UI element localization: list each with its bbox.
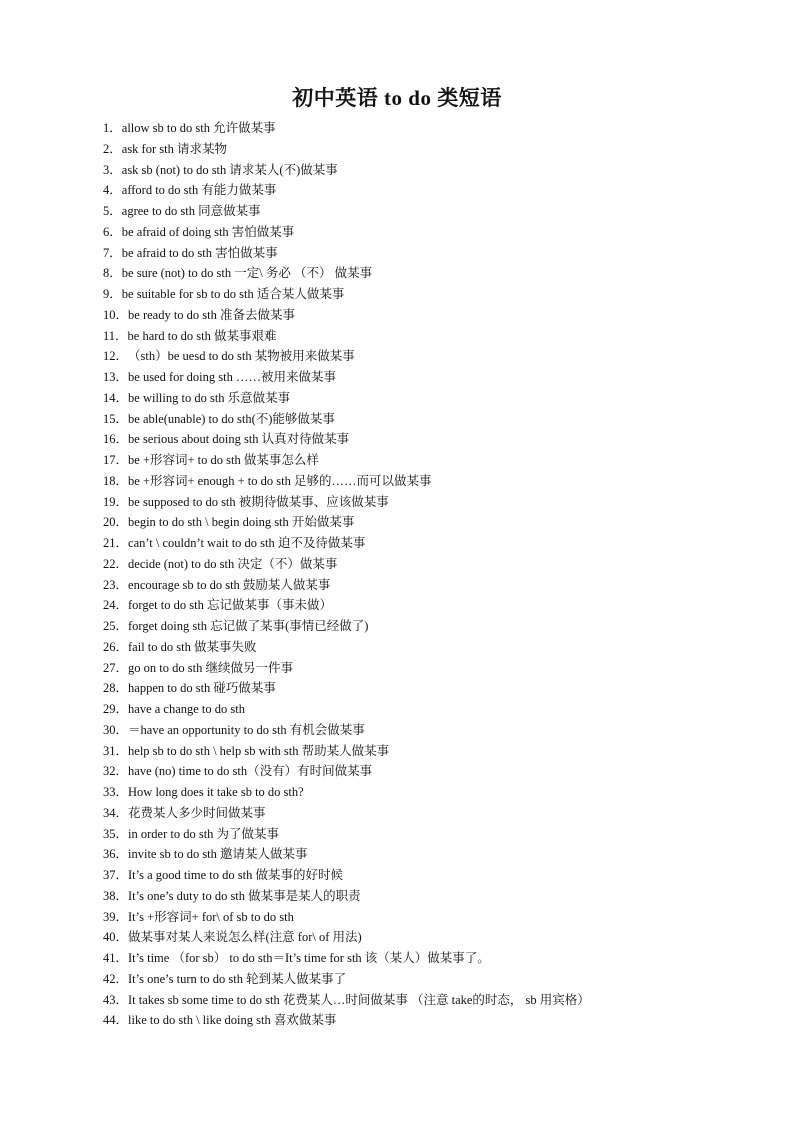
list-item (103, 512, 743, 533)
item-number: 3． (103, 162, 122, 177)
list-item (103, 782, 743, 803)
item-text: encourage sb to do sth 鼓励某人做某事 (128, 577, 331, 592)
item-number: 38． (103, 888, 129, 903)
item-text: be supposed to do sth 被期待做某事、应该做某事 (128, 494, 389, 509)
list-item (103, 160, 743, 181)
item-text: can’t \ couldn’t wait to do sth 迫不及待做某事 (128, 536, 366, 550)
item-number: 12． (103, 349, 129, 364)
item-text: be suitable for sb to do sth 适合某人做某事 (121, 287, 345, 301)
item-text: be used for doing sth ……被用来做某事 (128, 370, 336, 384)
list-item (103, 844, 743, 865)
item-number: 7． (103, 245, 122, 260)
item-number: 5． (103, 204, 122, 218)
list-item (103, 927, 743, 948)
item-number: 24． (103, 598, 129, 613)
list-item (103, 865, 743, 886)
item-text: ask for sth 请求某物 (121, 141, 227, 156)
item-number: 19． (103, 494, 129, 509)
list-item (103, 969, 743, 990)
list-item (103, 450, 743, 471)
list-item (103, 367, 743, 388)
item-text: be serious about doing sth 认真对待做某事 (128, 432, 350, 447)
item-number: 20． (103, 515, 129, 530)
list-item (103, 554, 743, 575)
list-item (103, 492, 743, 513)
item-text: have (no) time to do sth（没有）有时间做某事 (128, 764, 373, 779)
list-item (103, 409, 743, 430)
item-text: invite sb to do sth 邀请某人做某事 (128, 847, 308, 862)
item-number: 21． (103, 536, 129, 550)
item-text: How long does it take sb to do sth? (128, 785, 304, 799)
item-text: help sb to do sth \ help sb with sth 帮助某人做某事 (128, 743, 390, 758)
list-item (103, 720, 743, 741)
list-item (103, 824, 743, 845)
item-text: happen to do sth 碰巧做某事 (128, 681, 276, 696)
item-number: 43． (103, 992, 129, 1007)
item-number: 11． (103, 328, 128, 343)
item-number: 10． (103, 307, 129, 322)
list-item (103, 699, 743, 720)
list-item (103, 139, 743, 160)
item-number: 14． (103, 390, 129, 405)
item-text: It’s one’s duty to do sth 做某事是某人的职责 (128, 888, 361, 903)
item-text: like to do sth \ like doing sth 喜欢做某事 (128, 1013, 337, 1028)
item-number: 32． (103, 764, 129, 779)
item-text: 做某事对某人来说怎么样(注意 for\ of 用法) (128, 930, 362, 945)
list-item (103, 263, 743, 284)
item-number: 26． (103, 639, 129, 654)
list-item (103, 305, 743, 326)
list-item (103, 741, 743, 762)
list-item (103, 471, 743, 492)
item-text: be afraid to do sth 害怕做某事 (121, 245, 278, 260)
item-number: 15． (103, 411, 129, 426)
item-text: It’s time （for sb） to do sth＝It’s time for sth 该（某人）做某事了。 (128, 951, 490, 965)
item-number: 6． (103, 224, 122, 239)
list-item (103, 1010, 743, 1031)
item-text: decide (not) to do sth 决定（不）做某事 (128, 556, 338, 571)
page-title: 初中英语 to do 类短语 (292, 86, 502, 110)
item-number: 1． (103, 121, 122, 135)
item-number: 37． (103, 868, 129, 882)
item-text: forget doing sth 忘记做了某事(事情已经做了) (128, 619, 369, 633)
item-number: 18． (103, 473, 129, 488)
item-number: 13． (103, 370, 129, 384)
list-item (103, 595, 743, 616)
list-item (103, 761, 743, 782)
item-text: be ready to do sth 准备去做某事 (128, 307, 296, 322)
item-number: 29． (103, 702, 129, 716)
list-item (103, 346, 743, 367)
item-number: 17． (103, 453, 129, 467)
item-text: ＝have an opportunity to do sth 有机会做某事 (128, 722, 365, 737)
item-number: 36． (103, 847, 129, 862)
item-number: 33． (103, 785, 129, 799)
item-number: 40． (103, 930, 129, 945)
list-item (103, 616, 743, 637)
list-item (103, 388, 743, 409)
item-text: go on to do sth 继续做另一件事 (128, 660, 293, 675)
list-item (103, 575, 743, 596)
item-text: It’s a good time to do sth 做某事的好时候 (128, 868, 343, 882)
item-number: 25． (103, 619, 129, 633)
item-number: 35． (103, 826, 129, 841)
list-item (103, 222, 743, 243)
list-item (103, 990, 743, 1011)
item-number: 42． (103, 971, 129, 986)
item-text: It takes sb some time to do sth 花费某人…时间做某事 （注意 take的时态， sb 用宾格） (128, 992, 590, 1007)
list-item (103, 803, 743, 824)
list-item (103, 948, 743, 969)
list-item (103, 118, 743, 139)
item-number: 22． (103, 556, 129, 571)
item-number: 31． (103, 743, 129, 758)
item-text: be +形容词+ enough + to do sth 足够的……而可以做某事 (128, 473, 432, 488)
item-text: forget to do sth 忘记做某事（事未做） (128, 598, 332, 613)
item-text: be sure (not) to do sth 一定\ 务必 （不） 做某事 (121, 266, 373, 281)
item-number: 16． (103, 432, 129, 447)
list-item (103, 326, 743, 347)
item-number: 2． (103, 141, 122, 156)
item-number: 28． (103, 681, 129, 696)
item-text: be +形容词+ to do sth 做某事怎么样 (128, 453, 319, 467)
item-text: begin to do sth \ begin doing sth 开始做某事 (128, 515, 355, 530)
list-item (103, 637, 743, 658)
item-text: （sth）be uesd to do sth 某物被用来做某事 (128, 349, 355, 364)
item-text: have a change to do sth (128, 702, 245, 716)
item-number: 27． (103, 660, 129, 675)
list-item (103, 658, 743, 679)
item-text: It’s +形容词+ for\ of sb to do sth (128, 909, 294, 924)
list-item (103, 886, 743, 907)
item-text: ask sb (not) to do sth 请求某人(不)做某事 (121, 162, 338, 177)
item-number: 8． (103, 266, 122, 281)
item-text: be able(unable) to do sth(不)能够做某事 (128, 411, 335, 426)
item-text: in order to do sth 为了做某事 (128, 826, 280, 841)
item-text: be willing to do sth 乐意做某事 (128, 390, 291, 405)
item-text: be afraid of doing sth 害怕做某事 (121, 224, 295, 239)
item-text: afford to do sth 有能力做某事 (121, 183, 277, 198)
phrase-list (103, 118, 743, 1031)
list-item (103, 243, 743, 264)
item-text: be hard to do sth 做某事艰难 (127, 328, 277, 343)
item-number: 41． (103, 951, 129, 965)
item-text: fail to do sth 做某事失败 (128, 639, 257, 654)
list-item (103, 678, 743, 699)
list-item (103, 180, 743, 201)
list-item (103, 284, 743, 305)
item-number: 39． (103, 909, 129, 924)
item-number: 9． (103, 287, 122, 301)
item-text: agree to do sth 同意做某事 (121, 204, 261, 218)
item-text: It’s one’s turn to do sth 轮到某人做某事了 (128, 971, 347, 986)
item-number: 44． (103, 1013, 129, 1028)
item-text: 花费某人多少时间做某事 (128, 805, 266, 820)
list-item (103, 533, 743, 554)
list-item (103, 201, 743, 222)
item-number: 30． (103, 722, 129, 737)
list-item (103, 907, 743, 928)
item-text: allow sb to do sth 允许做某事 (121, 121, 276, 135)
item-number: 34． (103, 805, 129, 820)
item-number: 23． (103, 577, 129, 592)
item-number: 4． (103, 183, 122, 198)
list-item (103, 429, 743, 450)
